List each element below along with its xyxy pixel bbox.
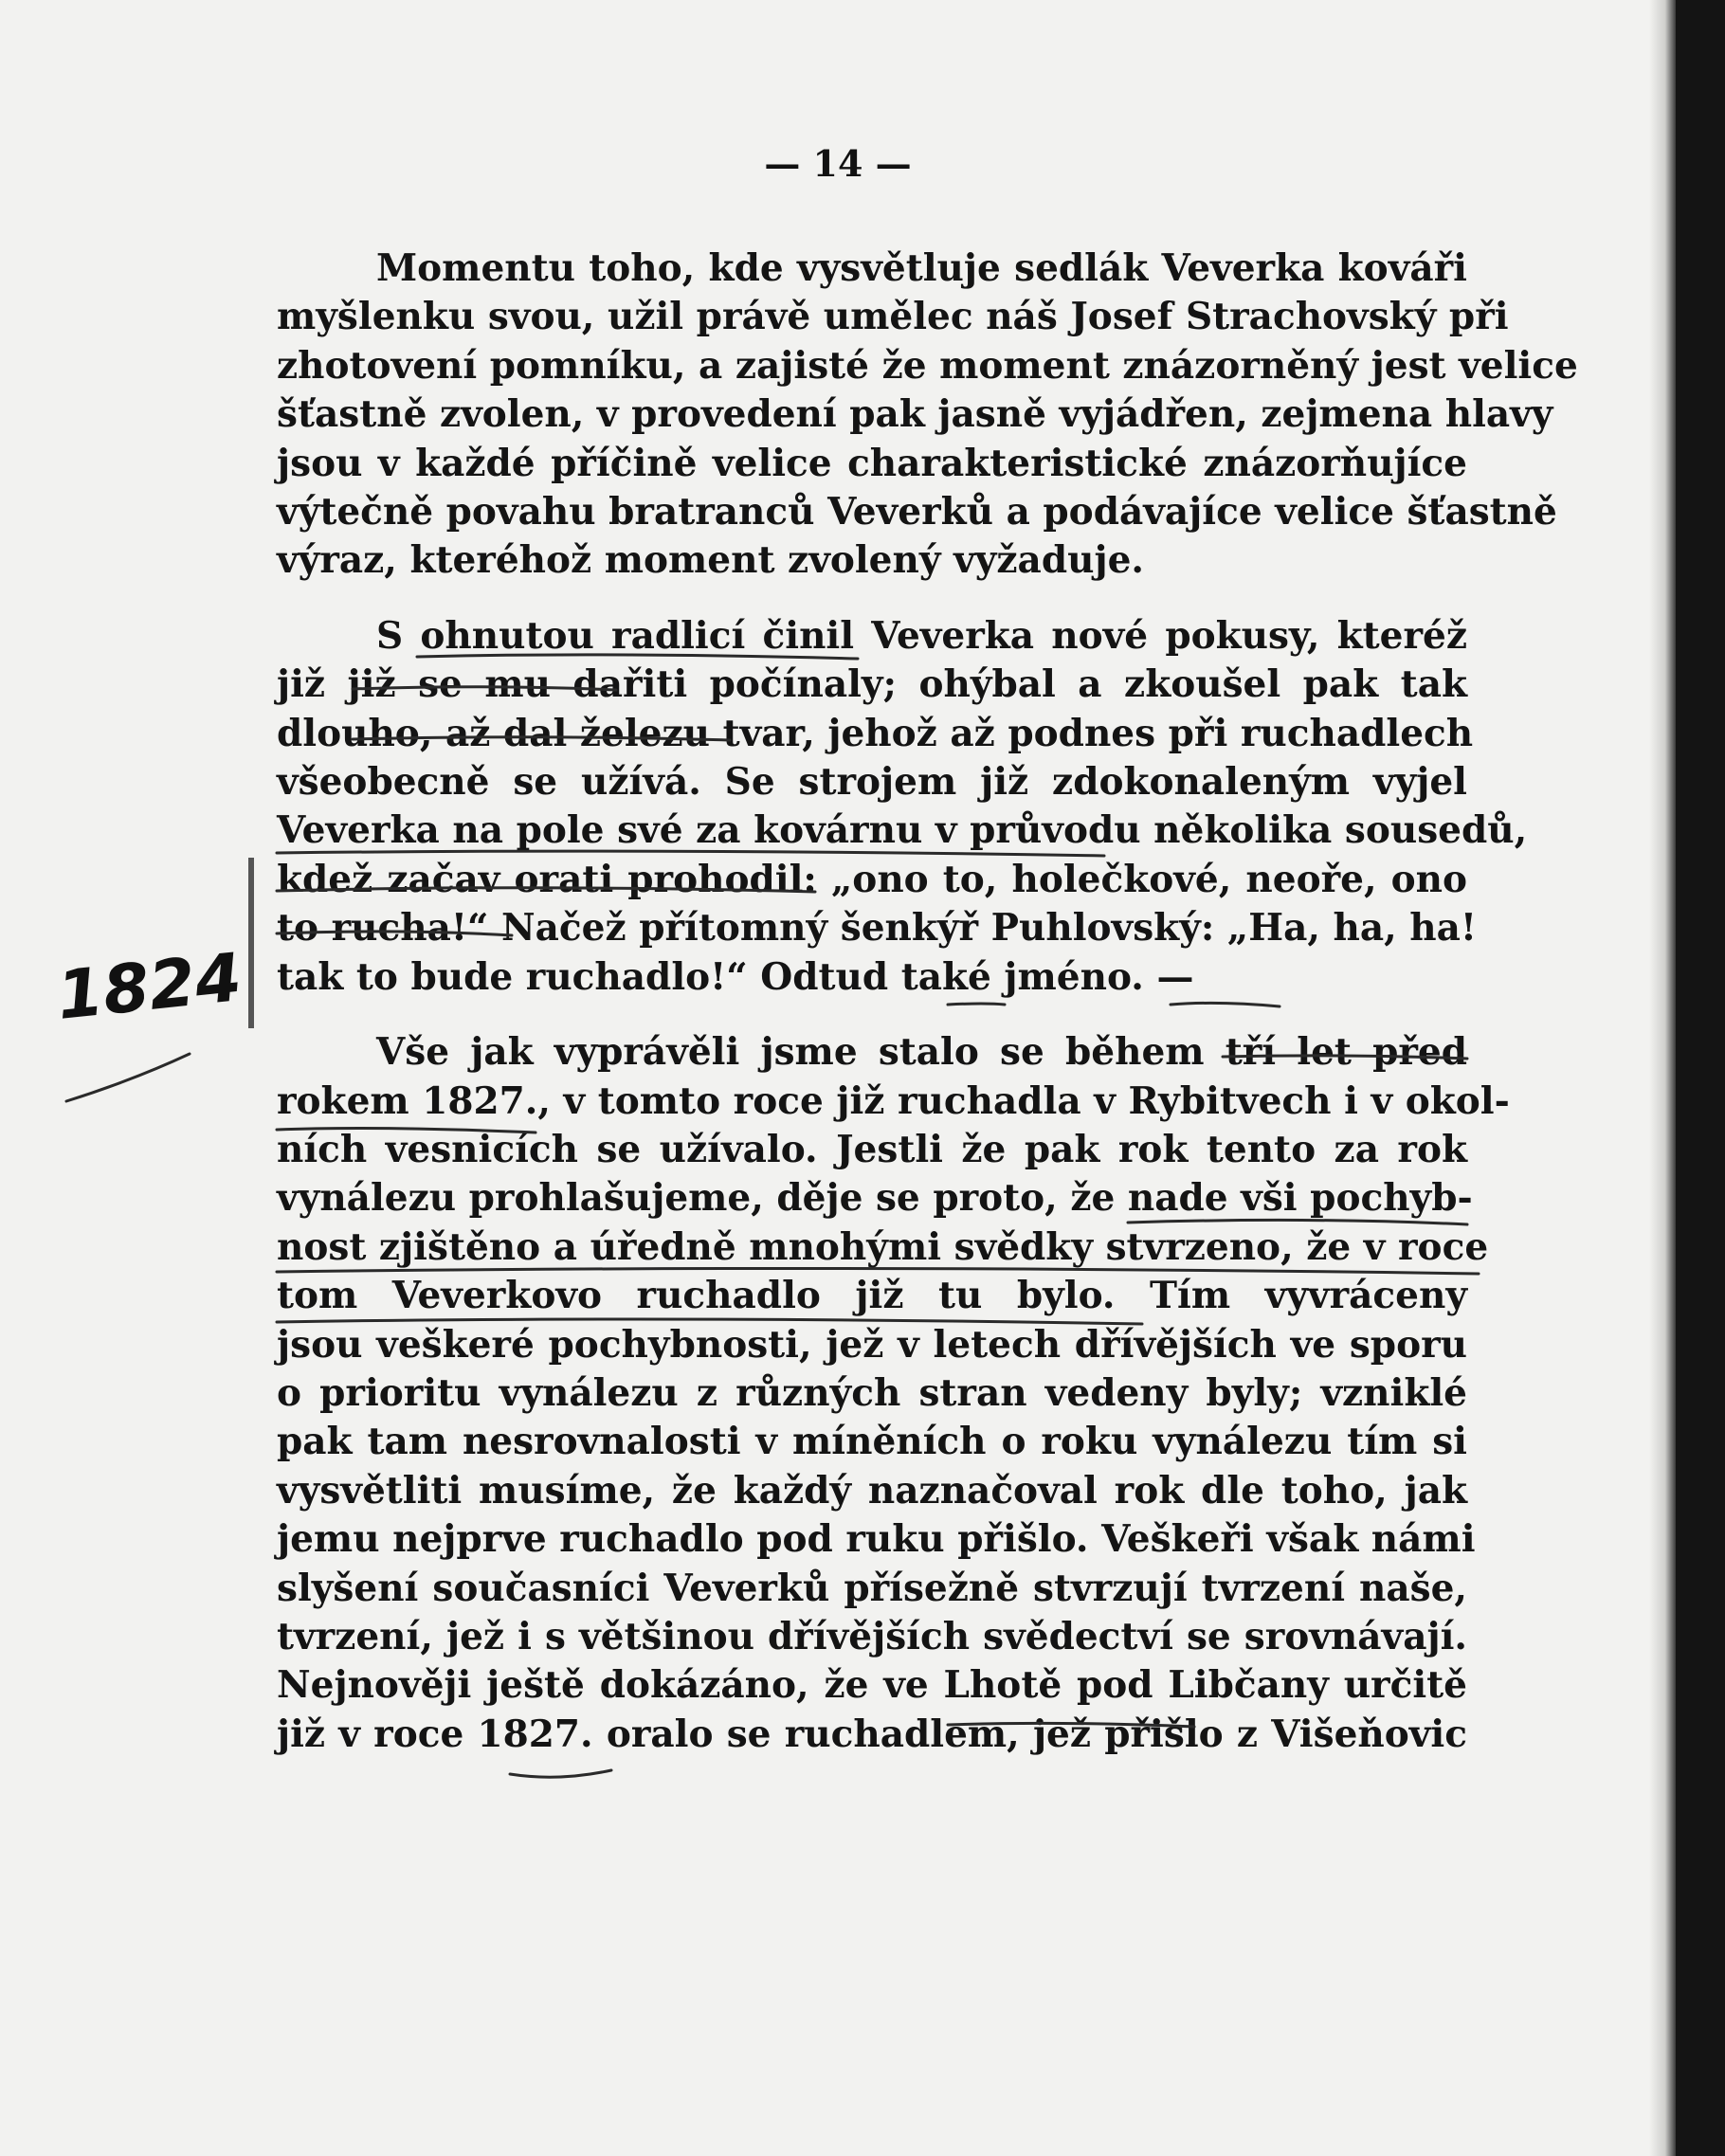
text-line: šťastně zvolen, v provedení pak jasně vyjádřen, zejmena hlavy [277, 392, 1553, 437]
underline-stroke [1223, 1056, 1467, 1059]
text-line: jemu nejprve ruchadlo pod ruku přišlo. Veškeři však námi [277, 1517, 1476, 1562]
underline-stroke [948, 1723, 1194, 1727]
handwritten-margin-note: 1824 [53, 938, 245, 1035]
underline-stroke [66, 1054, 190, 1101]
text-line: Vše jak vyprávěli jsme stalo se během tří let před [376, 1030, 1467, 1075]
text-line: vysvětliti musíme, že každý naznačoval rok dle toho, jak [277, 1468, 1467, 1513]
text-line: to rucha!“ Načež přítomný šenkýř Puhlovský: „Ha, ha, ha! [277, 906, 1478, 951]
text-line: Veverka na pole své za kovárnu v průvodu několika sousedů, [277, 808, 1528, 853]
underline-stroke [948, 1004, 1005, 1005]
text-line: výtečně povahu bratranců Veverků a podávajíce velice šťastně [277, 490, 1557, 534]
text-line: nost zjištěno a úředně mnohými svědky stvrzeno, že v roce [277, 1224, 1489, 1269]
page-number: — 14 — [764, 142, 912, 185]
book-spine [1676, 0, 1725, 2156]
text-line: vynálezu prohlašujeme, děje se proto, že nade vši pochyb- [277, 1176, 1473, 1221]
text-line: již již se mu dařiti počínaly; ohýbal a zkoušel pak tak [277, 662, 1467, 707]
underline-stroke [277, 1319, 1142, 1324]
text-line: slyšení současníci Veverků přísežně stvrzují tvrzení naše, [277, 1566, 1467, 1610]
underline-stroke [1171, 1003, 1280, 1006]
text-line: o prioritu vynálezu z různých stran vedeny byly; vzniklé [277, 1370, 1467, 1415]
text-line: tak to bude ruchadlo!“ Odtud také jméno. — [277, 954, 1194, 999]
underline-stroke [277, 932, 512, 935]
text-line: již v roce 1827. oralo se ruchadlem, jež přišlo z Višeňovic [277, 1712, 1467, 1756]
text-line: ních vesnicích se užívalo. Jestli že pak rok tento za rok [277, 1127, 1467, 1171]
underline-stroke [277, 888, 815, 892]
text-line: jsou v každé příčině velice charakteristické znázorňujíce [277, 441, 1467, 485]
text-line: jsou veškeré pochybnosti, jež v letech dřívějších ve sporu [277, 1322, 1467, 1367]
text-line: Nejnověji ještě dokázáno, že ve Lhotě pod Libčany určitě [277, 1663, 1467, 1708]
text-line: kdež začav orati prohodil: „ono to, holečkové, neoře, ono [277, 857, 1467, 901]
text-line: Momentu toho, kde vysvětluje sedlák Veverka kováři [376, 246, 1467, 290]
underline-stroke [277, 851, 1104, 856]
text-line: tom Veverkovo ruchadlo již tu bylo. Tím vyvráceny [277, 1274, 1467, 1318]
underline-stroke [277, 1268, 1479, 1274]
text-line: rokem 1827., v tomto roce již ruchadla v Rybitvech i v okol- [277, 1078, 1510, 1123]
text-line: pak tam nesrovnalosti v míněních o roku vynálezu tím si [277, 1420, 1467, 1464]
text-line: všeobecně se užívá. Se strojem již zdokonaleným vyjel [277, 760, 1467, 805]
text-line: S ohnutou radlicí činil Veverka nové pokusy, kteréž [376, 613, 1467, 658]
text-line: dlouho, až dal železu tvar, jehož až podnes při ruchadlech [277, 711, 1474, 755]
text-line: tvrzení, jež i s většinou dřívějších svědectví se srovnávají. [277, 1614, 1467, 1658]
underline-stroke [1128, 1220, 1467, 1224]
underline-stroke [510, 1770, 611, 1777]
underline-stroke [417, 655, 858, 659]
underline-stroke [353, 687, 616, 690]
text-line: myšlenku svou, užil právě umělec náš Josef Strachovský při [277, 295, 1509, 339]
text-line: výraz, kteréhož moment zvolený vyžaduje. [277, 538, 1144, 583]
underline-stroke [353, 737, 730, 740]
text-line: zhotovení pomníku, a zajisté že moment znázorněný jest velice [277, 343, 1578, 388]
underline-stroke [277, 1129, 536, 1132]
